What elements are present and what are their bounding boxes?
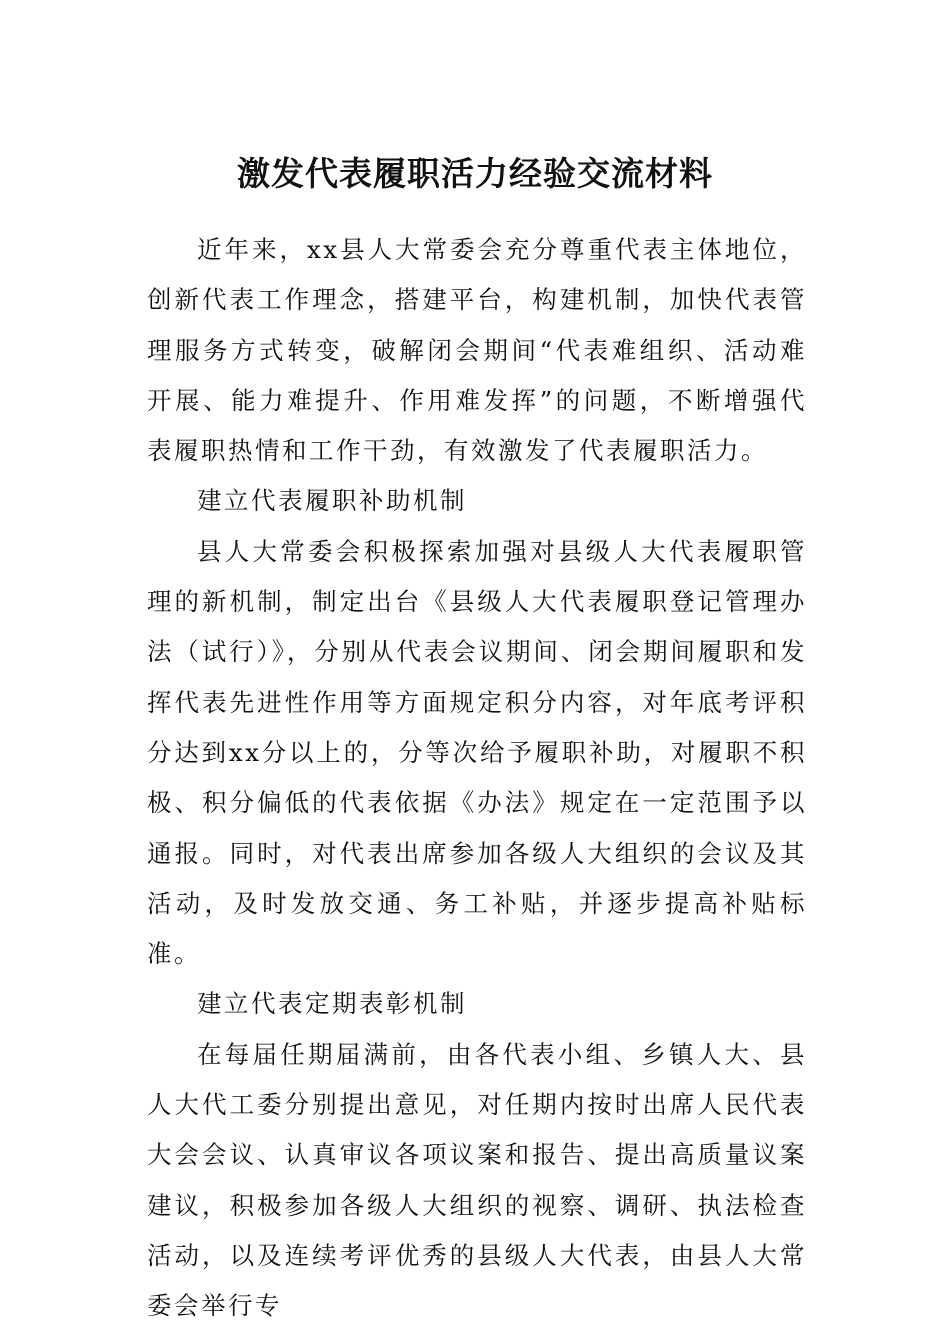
subsidy-paragraph: 县人大常委会积极探索加强对县级人大代表履职管理的新机制，制定出台《县级人大代表履职登记管理办法（试行）》，分别从代表会议期间、闭会期间履职和发挥代表先进性作用等方面规定积分内容，对年底考评积分达到xx分以上的，分等次给予履职补助，对履职不积极、积分偏低的代表依据《办法》规定在一定范围予以通报。同时，对代表出席参加各级人大组织的会议及其活动，及时发放交通、务工补贴，并逐步提高补贴标准。 <box>147 536 807 969</box>
document-body <box>147 225 807 1332</box>
commendation-paragraph: 在每届任期届满前，由各代表小组、乡镇人大、县人大代工委分别提出意见，对任期内按时出席人民代表大会会议、认真审议各项议案和报告、提出高质量议案建议，积极参加各级人大组织的视察、调研、执法检查活动，以及连续考评优秀的县级人大代表，由县人大常委会举行专 <box>147 1039 807 1321</box>
section-heading-commendation: 建立代表定期表彰机制 <box>197 989 467 1019</box>
document-title: 激发代表履职活力经验交流材料 <box>237 154 713 193</box>
section-heading-subsidy: 建立代表履职补助机制 <box>197 486 467 516</box>
intro-paragraph: 近年来，xx县人大常委会充分尊重代表主体地位，创新代表工作理念，搭建平台，构建机制，加快代表管理服务方式转变，破解闭会期间“代表难组织、活动难开展、能力难提升、作用难发挥”的问题，不断增强代表履职热情和工作干劲，有效激发了代表履职活力。 <box>147 235 807 466</box>
